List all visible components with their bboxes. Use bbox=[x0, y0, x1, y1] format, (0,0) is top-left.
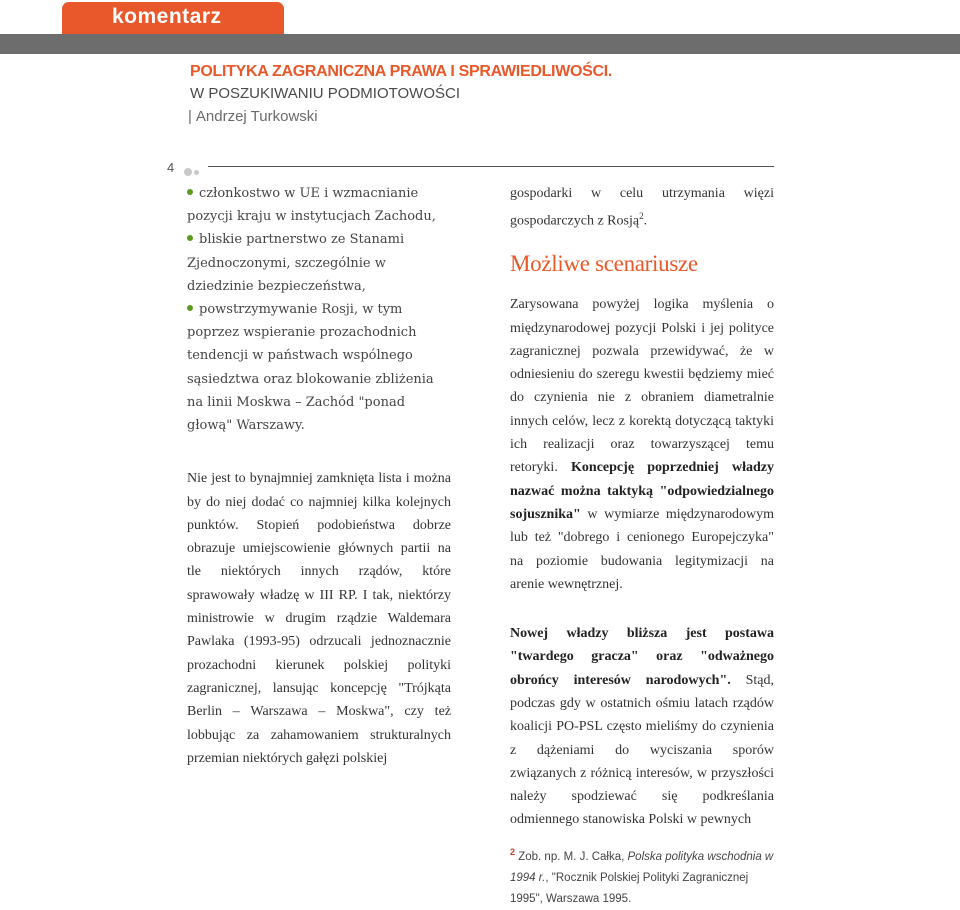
right-column bbox=[510, 182, 774, 832]
left-column bbox=[187, 182, 451, 770]
bold-phrase: Nowej władzy bliższa jest postawa "twardego gracza" oraz "odważnego obrońcy interesów narodowych". bbox=[510, 626, 774, 688]
document-title: POLITYKA ZAGRANICZNA PRAWA I SPRAWIEDLIWOŚCI. bbox=[190, 63, 613, 80]
page-number: 4 bbox=[167, 160, 175, 175]
bullet-icon bbox=[187, 235, 193, 241]
section-heading: Możliwe scenariusze bbox=[510, 251, 698, 277]
paragraph: Zarysowana powyżej logika myślenia o międzynarodowej pozycji Polski i jej polityce zagranicznej pozwala przewidywać, że w odniesieniu do szeregu kwestii będziemy mieć do czynienia nie z obraniem diametralnie innych celów, lecz z korektą dotyczącą taktyki ich realizacji oraz towarzyszącej temu retoryki. Koncepcję poprzedniej władzy nazwać można taktyką "odpowiedzialnego sojusznika" w wymiarze międzynarodowym lub też "dobrego i cenionego Europejczyka" na poziomie budowania legitymizacji na arenie wewnętrznej. bbox=[510, 297, 775, 592]
footnote: $^2$ Zob. np. M. J. Całka, Polska polityka wschodnia w 1994 r., "Rocznik Polskiej Polityki Zagranicznej 1995", Warszawa 1995. bbox=[510, 847, 774, 905]
document-author bbox=[188, 108, 318, 125]
paragraph: Nowej władzy bliższa jest postawa "twardego gracza" oraz "odważnego obrońcy interesów narodowych". Stąd, podczas gdy w ostatnich ośmiu latach rządów koalicji PO-PSL często mieliśmy do czynienia z dążeniami do wyciszania sporów związanych z różnicą interesów, w przyszłości należy spodziewać się podkreślania odmiennego stanowiska Polski w pewnych bbox=[510, 626, 775, 828]
banner-tab-label: komentarz bbox=[112, 5, 222, 28]
footnote-title: Polska polityka wschodnia w 1994 r. bbox=[510, 850, 774, 884]
paragraph: Nie jest to bynajmniej zamknięta lista i można by do niej dodać co najmniej kilka kolejnych punktów. Stopień podobieństwa dobrze obrazuje umiejscowienie głównych partii na tle niektórych innych rządów, które sprawowały władzę w III RP. I tak, niektórzy ministrowie w drugim rządzie Waldemara Pawlaka (1993-95) odrzucali jednoznacznie prozachodni kierunek polskiej polityki zagranicznej, lansując koncepcję "Trójkąta Berlin – Warszawa – Moskwa", czy też lobbując za zahamowaniem strukturalnych przemian niektórych gałęzi polskiej bbox=[187, 471, 451, 766]
dot-icon bbox=[194, 170, 199, 175]
decorative-dots bbox=[184, 163, 201, 181]
bullet-icon bbox=[187, 189, 193, 195]
bold-phrase: Koncepcję poprzedniej władzy nazwać można taktyką "odpowiedzialnego sojusznika" bbox=[510, 460, 775, 522]
paragraph: gospodarki w celu utrzymania więzi gospodarczych z Rosją$^2$. bbox=[510, 186, 774, 229]
footnote-ref[interactable]: 2 bbox=[639, 211, 644, 222]
author-name: Andrzej Turkowski bbox=[195, 108, 318, 125]
bullet-item: powstrzymywanie Rosji, w tym poprzez wspieranie prozachodnich tendencji w państwach wspólnego sąsiedztwa oraz blokowanie zbliżenia na linii Moskwa – Zachód "ponad głową" Warszawy. bbox=[187, 302, 434, 434]
bullet-item: członkostwo w UE i wzmacnianie pozycji kraju w instytucjach Zachodu, bbox=[187, 186, 436, 225]
page-rule bbox=[208, 166, 774, 167]
document-subtitle: W POSZUKIWANIU PODMIOTOWOŚCI bbox=[190, 85, 460, 102]
footnote-marker: 2 bbox=[510, 847, 516, 857]
banner-tab bbox=[62, 2, 284, 36]
bullet-item: bliskie partnerstwo ze Stanami Zjednoczonymi, szczególnie w dziedzinie bezpieczeństwa, bbox=[187, 232, 405, 294]
dot-icon bbox=[184, 168, 192, 176]
banner-bar bbox=[0, 34, 960, 54]
author-divider: | bbox=[188, 108, 192, 125]
bullet-icon bbox=[187, 305, 193, 311]
